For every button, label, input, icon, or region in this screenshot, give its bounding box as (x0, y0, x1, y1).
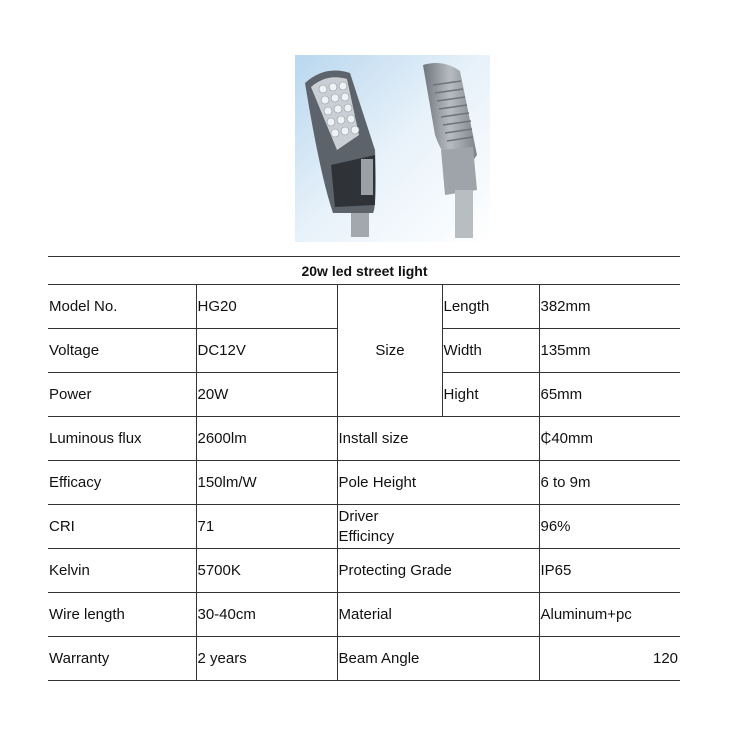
spec-label: Luminous flux (48, 417, 196, 461)
spec-label: Wire length (48, 593, 196, 637)
spec-label: Kelvin (48, 549, 196, 593)
dimension-label: Width (442, 329, 539, 373)
spec-label-2: Material (337, 593, 539, 637)
spec-value-2: ₵40mm (539, 417, 680, 461)
spec-value: HG20 (196, 285, 337, 329)
spec-label-2: Beam Angle (337, 637, 539, 681)
dimension-value: 382mm (539, 285, 680, 329)
table-row (48, 549, 680, 593)
spec-label-2-line1: Driver (338, 507, 379, 525)
dimension-value: 65mm (539, 373, 680, 417)
spec-table (48, 256, 680, 681)
street-light-photo (295, 55, 490, 242)
spec-value-2: 6 to 9m (539, 461, 680, 505)
table-row (48, 417, 680, 461)
table-title: 20w led street light (48, 257, 680, 285)
spec-value: 71 (196, 505, 337, 549)
spec-value: 30-40cm (196, 593, 337, 637)
spec-label: Warranty (48, 637, 196, 681)
table-title-row (48, 257, 680, 285)
table-row (48, 637, 680, 681)
spec-value: DC12V (196, 329, 337, 373)
spec-value: 5700K (196, 549, 337, 593)
spec-label-2-line2: Efficincy (338, 527, 395, 545)
spec-label-2 (337, 505, 539, 549)
table-row (48, 593, 680, 637)
spec-value-2: 96% (539, 505, 680, 549)
spec-value-2: 120 (539, 637, 680, 681)
spec-label: CRI (48, 505, 196, 549)
spec-value: 2 years (196, 637, 337, 681)
spec-label: Voltage (48, 329, 196, 373)
spec-label-2: Protecting Grade (337, 549, 539, 593)
spec-label: Efficacy (48, 461, 196, 505)
table-row (48, 461, 680, 505)
spec-label-2: Install size (337, 417, 539, 461)
spec-label: Model No. (48, 285, 196, 329)
table-row (48, 505, 680, 549)
spec-value: 20W (196, 373, 337, 417)
spec-value: 2600lm (196, 417, 337, 461)
spec-value-2: IP65 (539, 549, 680, 593)
size-label: Size (337, 285, 442, 417)
spec-label-2: Pole Height (337, 461, 539, 505)
dimension-label: Length (442, 285, 539, 329)
spec-value-2: Aluminum+pc (539, 593, 680, 637)
dimension-value: 135mm (539, 329, 680, 373)
table-row (48, 285, 680, 329)
spec-value: 150lm/W (196, 461, 337, 505)
spec-label: Power (48, 373, 196, 417)
dimension-label: Hight (442, 373, 539, 417)
